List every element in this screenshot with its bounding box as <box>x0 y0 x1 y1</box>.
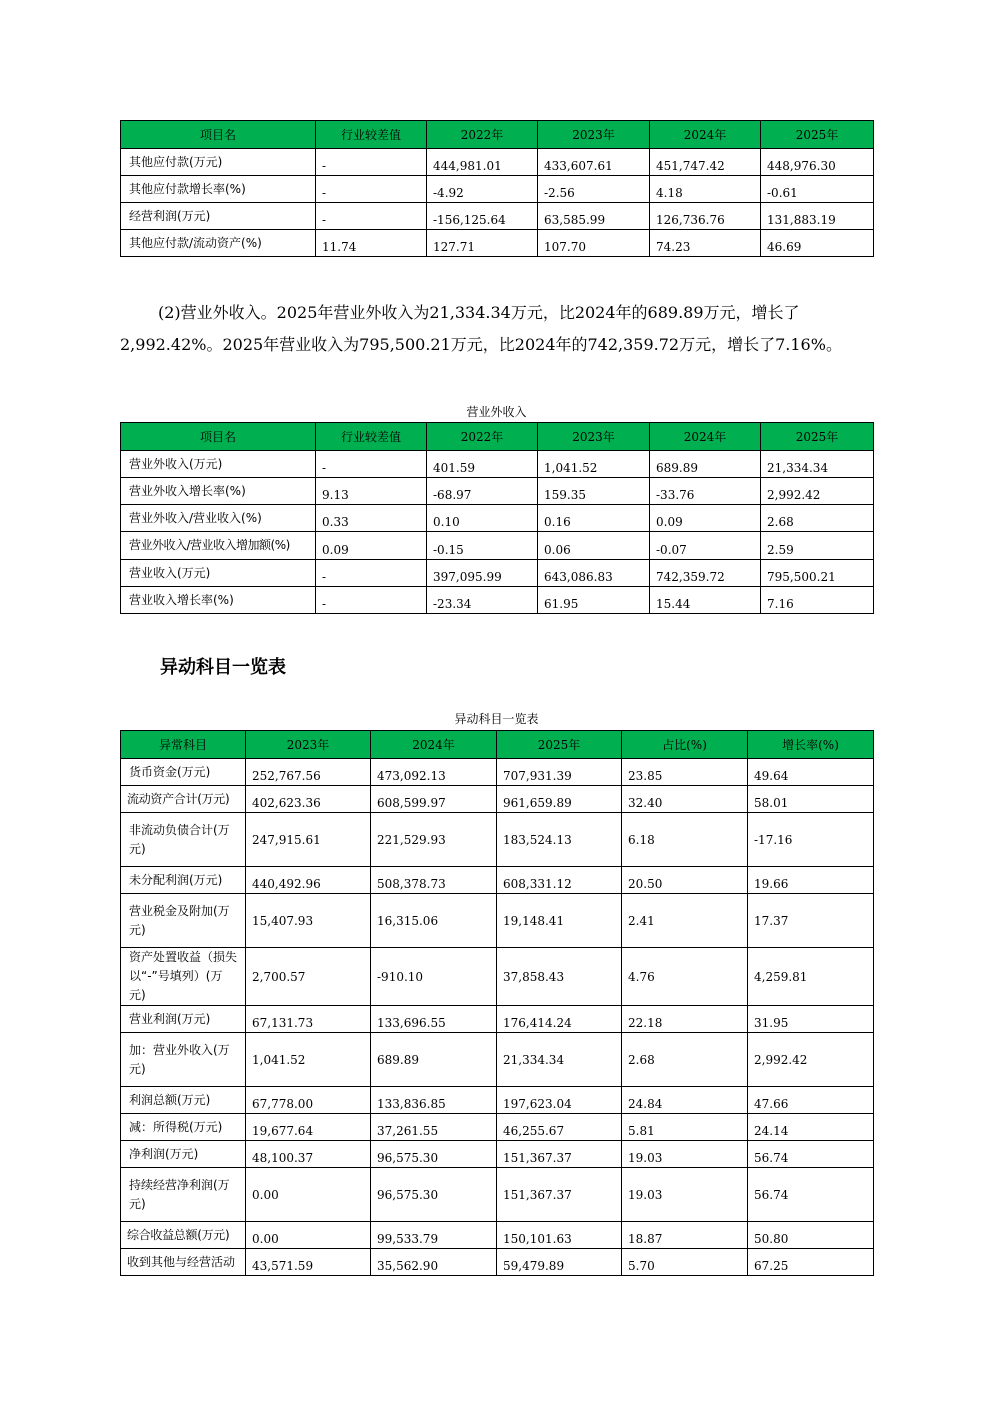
table-cell: -68.97 <box>427 478 538 505</box>
table-cell: 397,095.99 <box>427 560 538 587</box>
table-cell: 444,981.01 <box>427 149 538 176</box>
table-cell: 608,599.97 <box>371 786 497 813</box>
table-cell: 32.40 <box>622 786 748 813</box>
row-label: 综合收益总额(万元) <box>121 1222 246 1249</box>
table-cell: 19,677.64 <box>246 1114 371 1141</box>
header-cell: 行业较差值 <box>316 121 427 149</box>
table-cell: 43,571.59 <box>246 1249 371 1276</box>
table-cell: 401.59 <box>427 451 538 478</box>
table-row <box>121 1222 874 1249</box>
table-cell: -4.92 <box>427 176 538 203</box>
header-cell: 占比(%) <box>622 731 748 759</box>
table-row <box>121 560 874 587</box>
table-cell: -156,125.64 <box>427 203 538 230</box>
table-cell: 96,575.30 <box>371 1168 497 1222</box>
table-cell: - <box>316 587 427 614</box>
table-cell: 46,255.67 <box>497 1114 622 1141</box>
table-cell: 2.59 <box>761 532 874 560</box>
table-cell: 176,414.24 <box>497 1006 622 1033</box>
row-label: 营业外收入/营业收入增加额(%) <box>121 532 316 560</box>
row-label: 其他应付款(万元) <box>121 149 316 176</box>
table-row <box>121 759 874 786</box>
table-cell: 47.66 <box>748 1087 874 1114</box>
table-cell: 252,767.56 <box>246 759 371 786</box>
table-cell: 18.87 <box>622 1222 748 1249</box>
table-cell: -0.15 <box>427 532 538 560</box>
table-cell: 49.64 <box>748 759 874 786</box>
header-cell: 2025年 <box>497 731 622 759</box>
table-cell: 48,100.37 <box>246 1141 371 1168</box>
row-label: 其他应付款增长率(%) <box>121 176 316 203</box>
table-cell: 4.76 <box>622 948 748 1006</box>
table-cell: 15,407.93 <box>246 894 371 948</box>
row-label: 货币资金(万元) <box>121 759 246 786</box>
table-row <box>121 1006 874 1033</box>
table-row <box>121 1087 874 1114</box>
table-row <box>121 894 874 948</box>
table-cell: 67,778.00 <box>246 1087 371 1114</box>
table-cell: -2.56 <box>538 176 650 203</box>
table-row <box>121 176 874 203</box>
table-cell: 159.35 <box>538 478 650 505</box>
table-cell: 0.10 <box>427 505 538 532</box>
header-cell: 2023年 <box>246 731 371 759</box>
header-cell: 2024年 <box>650 423 761 451</box>
table-cell: 4,259.81 <box>748 948 874 1006</box>
table-cell: 795,500.21 <box>761 560 874 587</box>
table-cell: 7.16 <box>761 587 874 614</box>
table-cell: 608,331.12 <box>497 867 622 894</box>
table-cell: 67,131.73 <box>246 1006 371 1033</box>
table-cell: - <box>316 451 427 478</box>
table-cell: 21,334.34 <box>761 451 874 478</box>
row-label: 净利润(万元) <box>121 1141 246 1168</box>
table-non-operating-income <box>120 422 874 614</box>
table-cell: 24.84 <box>622 1087 748 1114</box>
table-cell: 133,696.55 <box>371 1006 497 1033</box>
table-cell: -910.10 <box>371 948 497 1006</box>
table-row <box>121 478 874 505</box>
table-cell: 58.01 <box>748 786 874 813</box>
table-cell: -17.16 <box>748 813 874 867</box>
row-label: 营业收入增长率(%) <box>121 587 316 614</box>
table-cell: 689.89 <box>650 451 761 478</box>
table-cell: 67.25 <box>748 1249 874 1276</box>
table-cell: 19.03 <box>622 1168 748 1222</box>
table-cell: 1,041.52 <box>246 1033 371 1087</box>
table-cell: 133,836.85 <box>371 1087 497 1114</box>
row-label: 非流动负债合计(万元) <box>121 813 246 867</box>
table-cell: 56.74 <box>748 1168 874 1222</box>
table-cell: 151,367.37 <box>497 1141 622 1168</box>
table-cell: 448,976.30 <box>761 149 874 176</box>
header-cell: 2022年 <box>427 121 538 149</box>
table-cell: 451,747.42 <box>650 149 761 176</box>
table-cell: 402,623.36 <box>246 786 371 813</box>
row-label: 资产处置收益（损失以“-”号填列）(万元) <box>121 948 246 1006</box>
row-label: 持续经营净利润(万元) <box>121 1168 246 1222</box>
table-cell: 24.14 <box>748 1114 874 1141</box>
table-cell: 2,700.57 <box>246 948 371 1006</box>
table-cell: 96,575.30 <box>371 1141 497 1168</box>
table-cell: 131,883.19 <box>761 203 874 230</box>
table-cell: 59,479.89 <box>497 1249 622 1276</box>
header-cell: 异常科目 <box>121 731 246 759</box>
table-header-row <box>121 423 874 451</box>
row-label: 营业外收入/营业收入(%) <box>121 505 316 532</box>
row-label: 减：所得税(万元) <box>121 1114 246 1141</box>
table-abnormal-items <box>120 730 874 1276</box>
table-cell: 107.70 <box>538 230 650 257</box>
table-cell: 0.00 <box>246 1222 371 1249</box>
table-header-row <box>121 731 874 759</box>
table-cell: 99,533.79 <box>371 1222 497 1249</box>
table-row <box>121 587 874 614</box>
table-cell: 37,858.43 <box>497 948 622 1006</box>
table-row <box>121 505 874 532</box>
table-cell: -33.76 <box>650 478 761 505</box>
table-cell: 742,359.72 <box>650 560 761 587</box>
table-cell: 6.18 <box>622 813 748 867</box>
header-cell: 行业较差值 <box>316 423 427 451</box>
table-cell: 2,992.42 <box>748 1033 874 1087</box>
table-row <box>121 813 874 867</box>
table-cell: 37,261.55 <box>371 1114 497 1141</box>
table-cell: 23.85 <box>622 759 748 786</box>
table-row <box>121 149 874 176</box>
table-cell: 11.74 <box>316 230 427 257</box>
table-cell: 0.16 <box>538 505 650 532</box>
table-cell: 197,623.04 <box>497 1087 622 1114</box>
row-label: 经营利润(万元) <box>121 203 316 230</box>
table-caption: 异动科目一览表 <box>454 712 539 726</box>
table-row <box>121 203 874 230</box>
table-cell: 440,492.96 <box>246 867 371 894</box>
table-cell: 21,334.34 <box>497 1033 622 1087</box>
table-cell: 0.33 <box>316 505 427 532</box>
table-cell: 2.68 <box>761 505 874 532</box>
table-cell: 61.95 <box>538 587 650 614</box>
table-cell: 16,315.06 <box>371 894 497 948</box>
table-row <box>121 867 874 894</box>
table-cell: 19,148.41 <box>497 894 622 948</box>
table-cell: - <box>316 176 427 203</box>
table-cell: 4.18 <box>650 176 761 203</box>
table-row <box>121 1033 874 1087</box>
row-label: 收到其他与经营活动 <box>121 1249 246 1276</box>
table-cell: 473,092.13 <box>371 759 497 786</box>
header-cell: 2023年 <box>538 121 650 149</box>
table-row <box>121 1168 874 1222</box>
table-cell: 9.13 <box>316 478 427 505</box>
row-label: 营业外收入(万元) <box>121 451 316 478</box>
table-cell: 22.18 <box>622 1006 748 1033</box>
table-row <box>121 786 874 813</box>
row-label: 营业税金及附加(万元) <box>121 894 246 948</box>
table-cell: 17.37 <box>748 894 874 948</box>
header-cell: 项目名 <box>121 121 316 149</box>
table-cell: 5.81 <box>622 1114 748 1141</box>
table-cell: 707,931.39 <box>497 759 622 786</box>
table-cell: 221,529.93 <box>371 813 497 867</box>
section-heading: 异动科目一览表 <box>160 657 286 678</box>
table-row <box>121 230 874 257</box>
table-cell: - <box>316 203 427 230</box>
table-cell: 150,101.63 <box>497 1222 622 1249</box>
table-cell: 0.09 <box>316 532 427 560</box>
table-cell: 50.80 <box>748 1222 874 1249</box>
header-cell: 2022年 <box>427 423 538 451</box>
row-label: 营业利润(万元) <box>121 1006 246 1033</box>
table-other-payables <box>120 120 874 257</box>
table-cell: 20.50 <box>622 867 748 894</box>
row-label: 其他应付款/流动资产(%) <box>121 230 316 257</box>
table-cell: 56.74 <box>748 1141 874 1168</box>
header-cell: 项目名 <box>121 423 316 451</box>
table-cell: 2,992.42 <box>761 478 874 505</box>
table-cell: 0.09 <box>650 505 761 532</box>
header-cell: 2024年 <box>371 731 497 759</box>
header-cell: 2023年 <box>538 423 650 451</box>
table-cell: 5.70 <box>622 1249 748 1276</box>
table-cell: 689.89 <box>371 1033 497 1087</box>
table-cell: - <box>316 149 427 176</box>
table-row <box>121 451 874 478</box>
table-row <box>121 1249 874 1276</box>
table-cell: 127.71 <box>427 230 538 257</box>
table-cell: - <box>316 560 427 587</box>
table-cell: 2.41 <box>622 894 748 948</box>
header-cell: 2024年 <box>650 121 761 149</box>
header-cell: 增长率(%) <box>748 731 874 759</box>
table-cell: 247,915.61 <box>246 813 371 867</box>
table-cell: 1,041.52 <box>538 451 650 478</box>
table-cell: 961,659.89 <box>497 786 622 813</box>
row-label: 加：营业外收入(万元) <box>121 1033 246 1087</box>
row-label: 营业收入(万元) <box>121 560 316 587</box>
table-cell: -0.07 <box>650 532 761 560</box>
table-cell: 74.23 <box>650 230 761 257</box>
table-cell: 0.06 <box>538 532 650 560</box>
table-cell: 183,524.13 <box>497 813 622 867</box>
table-cell: 508,378.73 <box>371 867 497 894</box>
table-cell: 643,086.83 <box>538 560 650 587</box>
header-cell: 2025年 <box>761 121 874 149</box>
table-cell: 0.00 <box>246 1168 371 1222</box>
row-label: 未分配利润(万元) <box>121 867 246 894</box>
table-cell: 46.69 <box>761 230 874 257</box>
table-row <box>121 1114 874 1141</box>
table-cell: 2.68 <box>622 1033 748 1087</box>
row-label: 营业外收入增长率(%) <box>121 478 316 505</box>
table-row <box>121 1141 874 1168</box>
table-cell: 19.03 <box>622 1141 748 1168</box>
body-paragraph: (2)营业外收入。2025年营业外收入为21,334.34万元，比2024年的689.89万元，增长了2,992.42%。2025年营业收入为795,500.21万元，比2024年的742,359.72万元，增长了7.16%。 <box>120 303 842 354</box>
table-cell: 19.66 <box>748 867 874 894</box>
table-cell: 151,367.37 <box>497 1168 622 1222</box>
row-label: 利润总额(万元) <box>121 1087 246 1114</box>
table-cell: 35,562.90 <box>371 1249 497 1276</box>
table-cell: 31.95 <box>748 1006 874 1033</box>
table-header-row <box>121 121 874 149</box>
table-cell: -0.61 <box>761 176 874 203</box>
table-cell: 433,607.61 <box>538 149 650 176</box>
header-cell: 2025年 <box>761 423 874 451</box>
row-label: 流动资产合计(万元) <box>121 786 246 813</box>
table-cell: 15.44 <box>650 587 761 614</box>
table-cell: 126,736.76 <box>650 203 761 230</box>
table-cell: -23.34 <box>427 587 538 614</box>
table-row <box>121 948 874 1006</box>
table-row <box>121 532 874 560</box>
table-caption: 营业外收入 <box>466 405 527 419</box>
table-cell: 63,585.99 <box>538 203 650 230</box>
